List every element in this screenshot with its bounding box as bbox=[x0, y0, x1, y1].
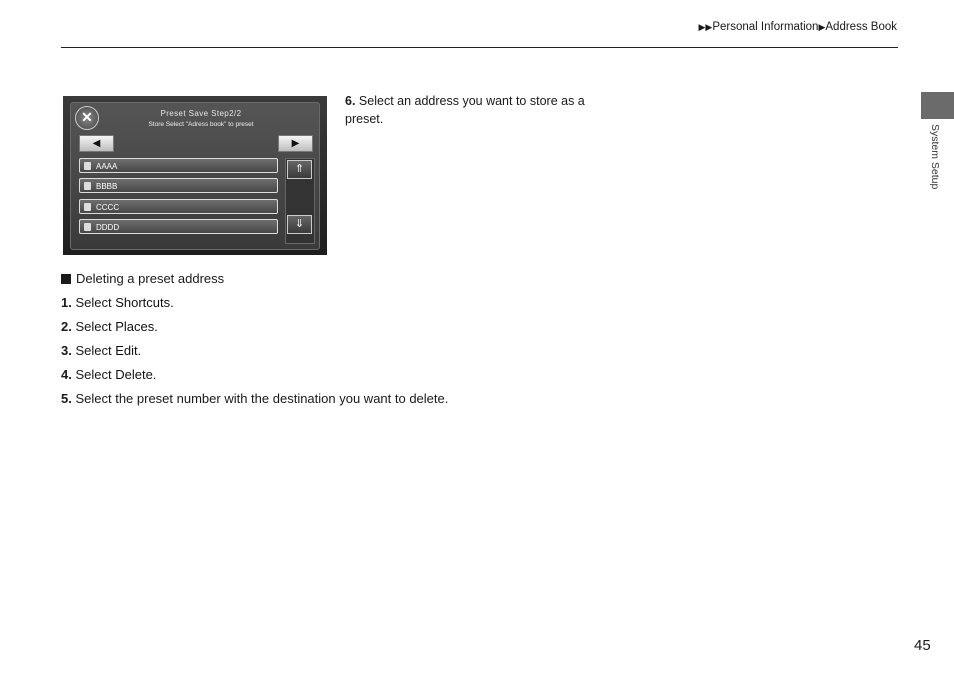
side-tab-marker bbox=[921, 92, 954, 119]
step-text: Select bbox=[75, 367, 116, 382]
step-punct: . bbox=[152, 367, 157, 382]
step-punct: . bbox=[137, 343, 142, 358]
list-item bbox=[61, 319, 448, 343]
page-number: 45 bbox=[914, 637, 931, 654]
breadcrumb-separator: ▶ bbox=[818, 22, 826, 32]
list-item bbox=[79, 158, 278, 173]
list-item bbox=[79, 178, 278, 193]
side-tab-label: System Setup bbox=[929, 124, 941, 190]
step-keyword: Shortcuts bbox=[115, 295, 171, 310]
step-punct: . bbox=[170, 295, 174, 310]
breadcrumb bbox=[699, 21, 898, 33]
prev-arrow-icon: ◀ bbox=[79, 135, 114, 152]
scroll-up-icon: ⇑ bbox=[287, 160, 312, 179]
close-icon: ✕ bbox=[75, 106, 99, 130]
step-text: Select the preset number with the destination you want to delete. bbox=[75, 391, 449, 406]
section-heading bbox=[61, 271, 224, 286]
step-number: 5. bbox=[61, 391, 72, 406]
scroll-down-icon: ⇓ bbox=[287, 215, 312, 234]
list-item bbox=[61, 343, 448, 367]
step-keyword: Edit bbox=[115, 343, 138, 358]
breadcrumb-page[interactable]: Address Book bbox=[825, 21, 897, 33]
step-text: Select bbox=[75, 343, 116, 358]
list-item-label: BBBB bbox=[96, 182, 118, 191]
list-item-label: DDDD bbox=[96, 223, 120, 232]
list-item bbox=[61, 295, 448, 319]
navigation-screen-image bbox=[63, 96, 327, 255]
breadcrumb-section[interactable]: Personal Information bbox=[712, 21, 819, 33]
step-list bbox=[61, 295, 448, 415]
list-item-label: AAAA bbox=[96, 162, 118, 171]
screen-panel bbox=[70, 102, 320, 250]
step-text: Select bbox=[75, 295, 116, 310]
list-item bbox=[79, 199, 278, 214]
screen-title: Preset Save Step2/2 bbox=[160, 109, 242, 118]
address-book-icon bbox=[84, 203, 91, 211]
address-book-icon bbox=[84, 162, 91, 170]
list-item-label: CCCC bbox=[96, 203, 120, 212]
step-punct: . bbox=[154, 319, 158, 334]
step-number: 4. bbox=[61, 367, 72, 382]
step-keyword: Places bbox=[115, 319, 155, 334]
section-title: Deleting a preset address bbox=[76, 271, 225, 286]
header-rule bbox=[61, 47, 898, 48]
screen-subtitle: Store Select "Adress book" to preset bbox=[148, 121, 254, 128]
address-book-icon bbox=[84, 182, 91, 190]
next-arrow-icon: ▶ bbox=[278, 135, 313, 152]
list-item bbox=[61, 391, 448, 415]
list-item bbox=[79, 219, 278, 234]
step-text: Select an address you want to store as a preset. bbox=[345, 94, 585, 126]
step-6 bbox=[345, 92, 595, 128]
section-square-icon bbox=[61, 274, 71, 284]
step-number: 3. bbox=[61, 343, 72, 358]
step-number: 6. bbox=[345, 94, 356, 108]
breadcrumb-marker: ▶▶ bbox=[698, 22, 713, 32]
step-number: 2. bbox=[61, 319, 72, 334]
step-number: 1. bbox=[61, 295, 72, 310]
step-keyword: Delete bbox=[115, 367, 153, 382]
list-item bbox=[61, 367, 448, 391]
address-book-icon bbox=[84, 223, 91, 231]
step-text: Select bbox=[75, 319, 116, 334]
